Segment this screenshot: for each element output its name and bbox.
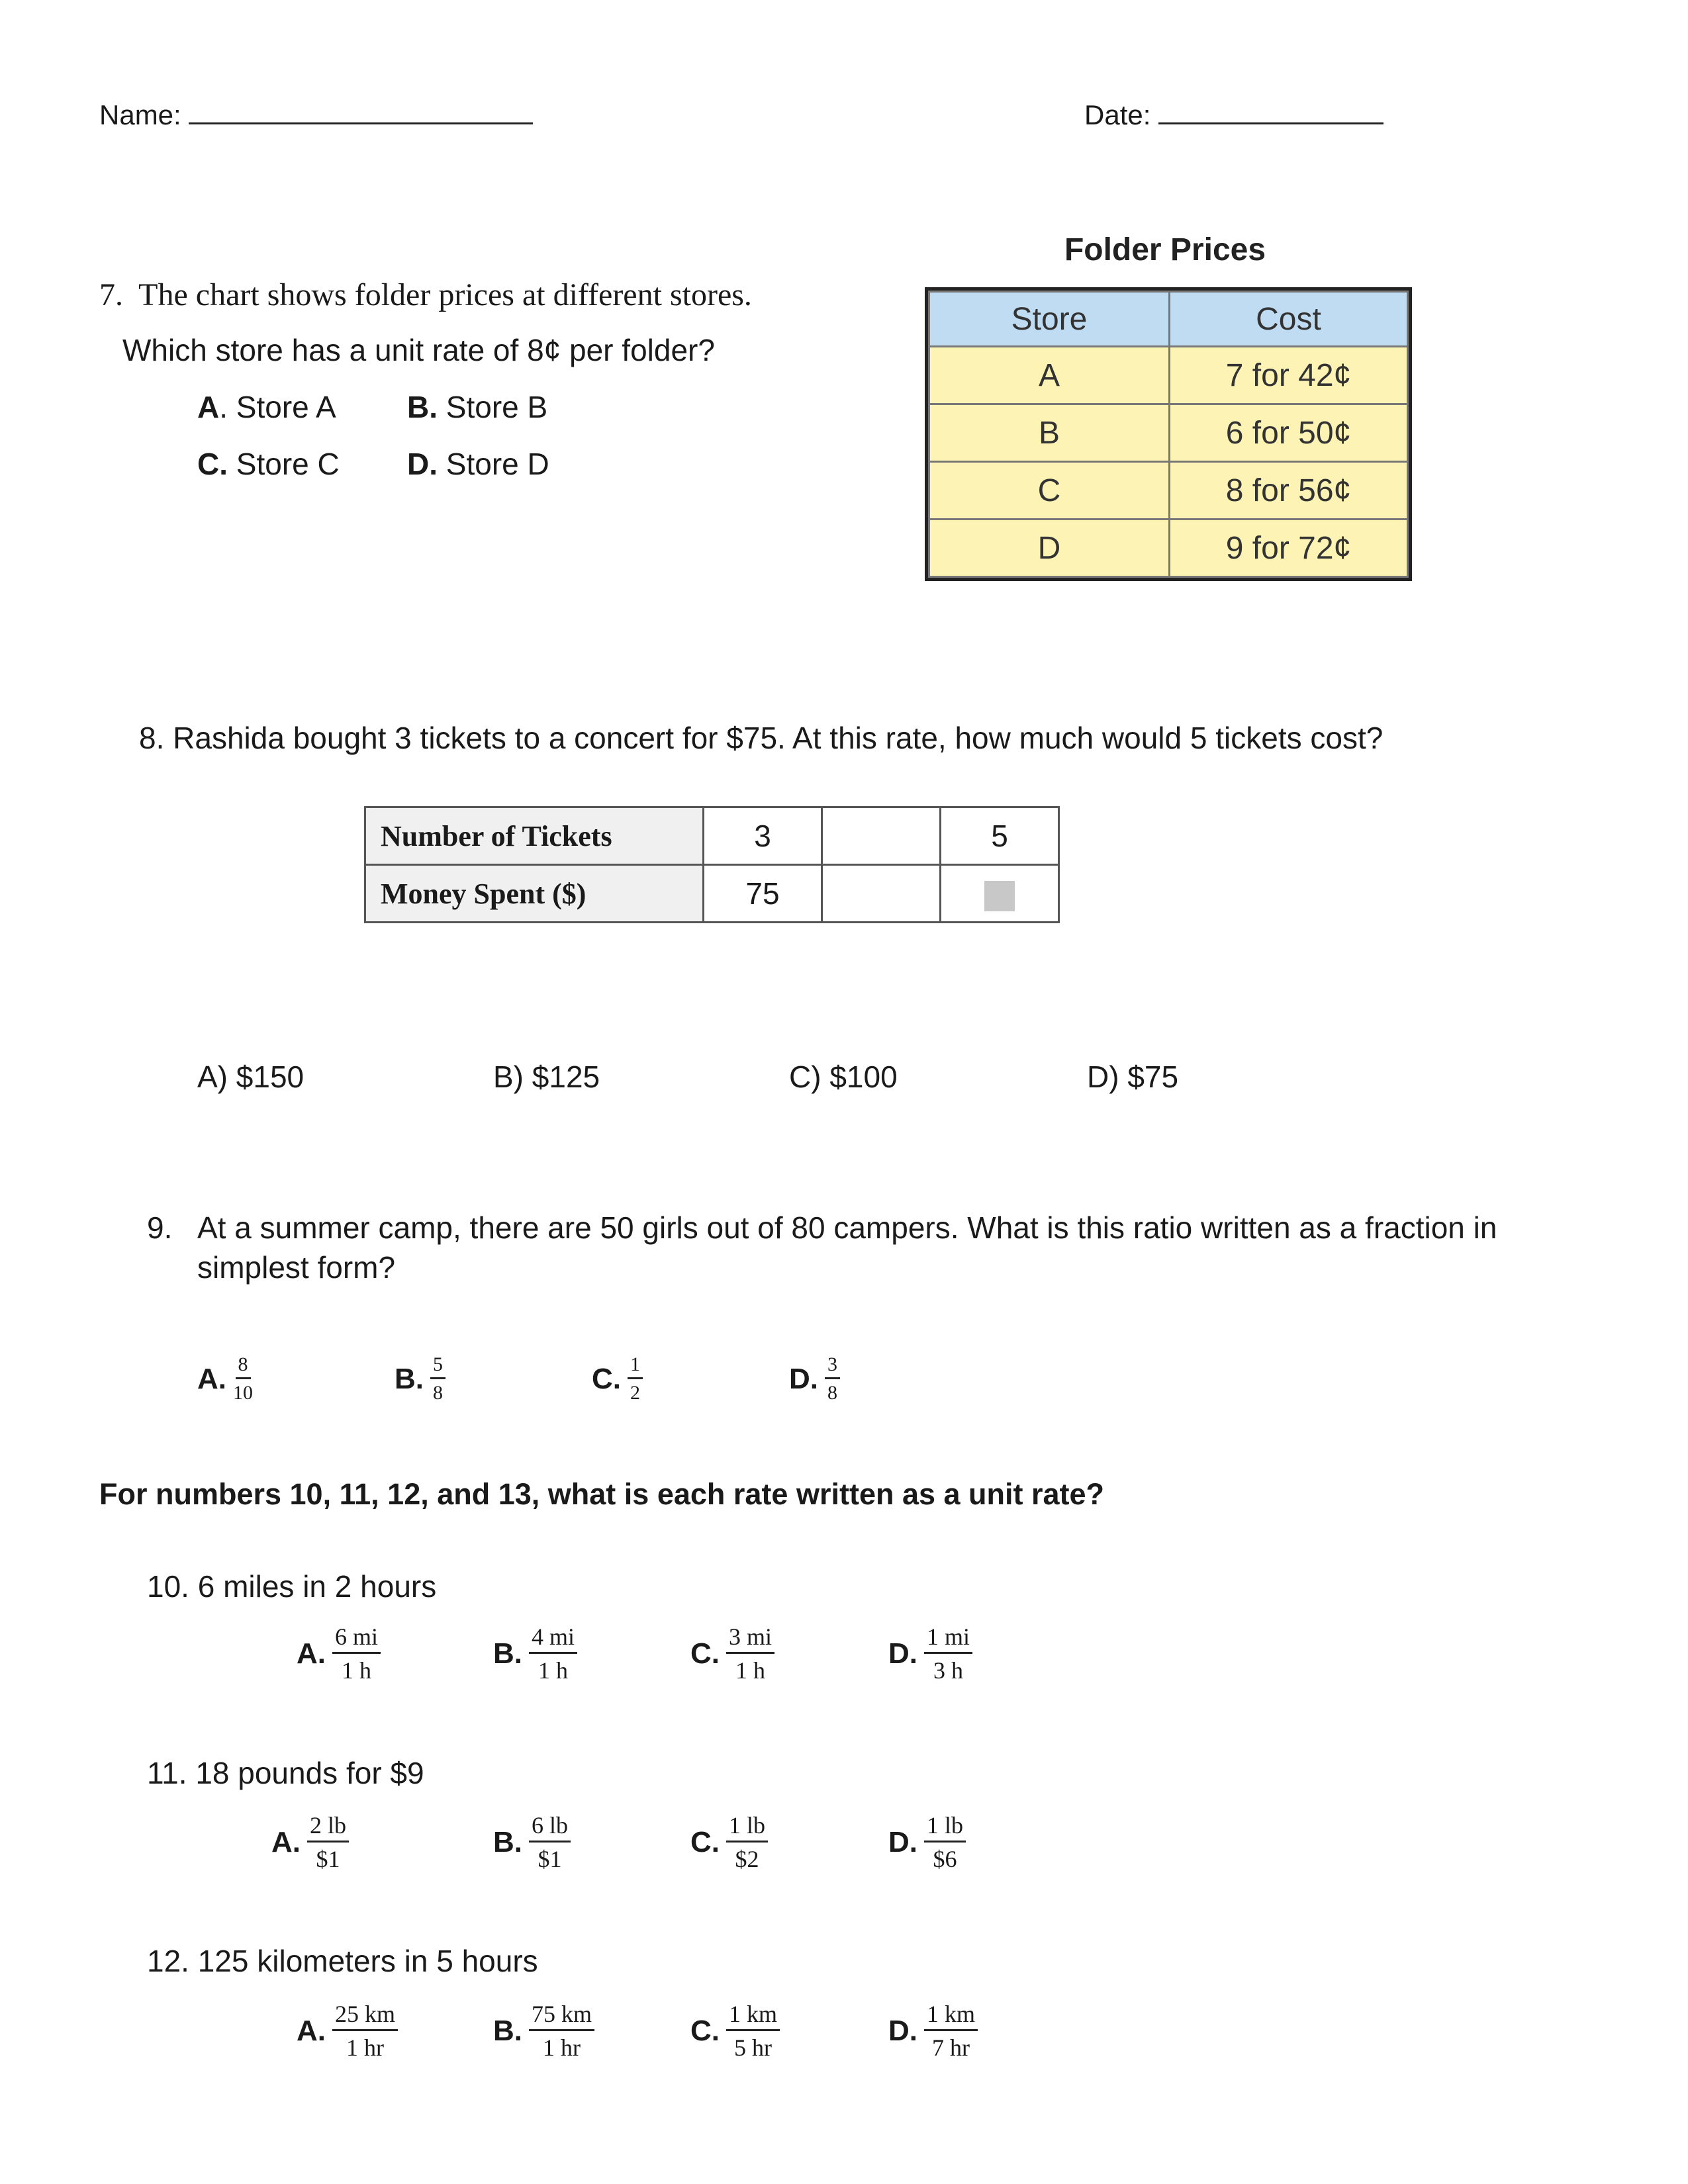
money-row-label: Money Spent ($) (365, 865, 704, 923)
q8-choice-a[interactable]: A) $150 (197, 1060, 305, 1094)
tickets-table (364, 806, 1060, 923)
numerator: 1 mi (924, 1623, 972, 1654)
q9-choice-b[interactable] (395, 1353, 445, 1404)
folder-prices-table (928, 291, 1409, 578)
numerator: 6 mi (332, 1623, 381, 1654)
fraction (628, 1353, 643, 1404)
numerator: 1 km (924, 2000, 978, 2031)
q7-choice-c[interactable] (197, 446, 340, 482)
q12-question: 12. 125 kilometers in 5 hours (147, 1944, 538, 1978)
fraction (924, 1811, 966, 1873)
q11-choice-d-letter: D. (888, 1825, 917, 1858)
q7-choice-b[interactable] (407, 389, 547, 425)
q8-choice-c[interactable]: C) $100 (789, 1060, 898, 1094)
q10-choice-a-letter: A. (297, 1637, 326, 1670)
money-row (365, 865, 1059, 923)
tickets-cell-blank[interactable] (822, 807, 941, 865)
q10-choice-b[interactable] (493, 1623, 577, 1684)
q9-choice-a-letter: A. (197, 1362, 226, 1395)
denominator: 1 hr (543, 2034, 581, 2061)
denominator: 8 (827, 1382, 837, 1404)
fraction (529, 1623, 577, 1684)
name-blank[interactable] (189, 100, 533, 124)
cost-cell: 6 for 50¢ (1170, 404, 1408, 462)
q12-choice-d-letter: D. (888, 2014, 917, 2047)
q11-choice-c-letter: C. (690, 1825, 720, 1858)
folder-prices-title: Folder Prices (1064, 232, 1266, 267)
q7-choice-c-text: Store C (228, 447, 340, 481)
q9-choice-c[interactable] (592, 1353, 643, 1404)
q11-choice-b-letter: B. (493, 1825, 522, 1858)
fraction (529, 2000, 594, 2062)
numerator: 1 km (726, 2000, 780, 2031)
table-row (929, 347, 1408, 404)
q7-choice-c-letter: C. (197, 447, 228, 481)
table-row (929, 520, 1408, 577)
fraction (332, 2000, 398, 2062)
unknown-value-box (984, 881, 1015, 911)
denominator: 1 h (735, 1657, 765, 1684)
numerator: 1 lb (726, 1811, 768, 1843)
tickets-cell: 3 (704, 807, 822, 865)
q7-choice-d-letter: D. (407, 447, 438, 481)
q7-text: The chart shows folder prices at different stores. (138, 277, 752, 312)
denominator: 5 hr (734, 2034, 772, 2061)
money-cell-unknown[interactable] (941, 865, 1059, 923)
q10-choice-d-letter: D. (888, 1637, 917, 1670)
q10-choice-c[interactable] (690, 1623, 774, 1684)
cost-cell: 8 for 56¢ (1170, 462, 1408, 520)
tickets-row-label: Number of Tickets (365, 807, 704, 865)
q10-question: 10. 6 miles in 2 hours (147, 1569, 437, 1604)
q7-question (99, 277, 752, 313)
numerator: 1 lb (924, 1811, 966, 1843)
q12-choice-a-letter: A. (297, 2014, 326, 2047)
q11-choice-a[interactable] (271, 1811, 349, 1873)
date-blank[interactable] (1158, 100, 1383, 124)
q7-subtext: Which store has a unit rate of 8¢ per folder? (122, 333, 715, 367)
fraction (825, 1353, 840, 1404)
name-label: Name: (99, 99, 181, 130)
numerator: 1 (628, 1353, 643, 1379)
q7-choice-d[interactable] (407, 446, 549, 482)
q8-choice-b[interactable]: B) $125 (493, 1060, 600, 1094)
fraction (529, 1811, 571, 1873)
fraction (726, 1623, 774, 1684)
q7-choice-a-text: . Store A (219, 390, 336, 424)
q9-line2: simplest form? (197, 1250, 396, 1285)
table-row (929, 462, 1408, 520)
q11-choice-a-letter: A. (271, 1825, 301, 1858)
fraction (726, 2000, 780, 2062)
fraction (332, 1623, 381, 1684)
q9-choice-a[interactable] (197, 1353, 253, 1404)
q12-choice-c[interactable] (690, 2000, 780, 2062)
q11-choice-d[interactable] (888, 1811, 966, 1873)
q11-choice-c[interactable] (690, 1811, 768, 1873)
fraction (924, 1623, 972, 1684)
money-cell: 75 (704, 865, 822, 923)
denominator: 1 h (538, 1657, 568, 1684)
q12-choice-b-letter: B. (493, 2014, 522, 2047)
q8-question: 8. Rashida bought 3 tickets to a concert for $75. At this rate, how much would 5 tickets cost? (139, 721, 1383, 755)
numerator: 6 lb (529, 1811, 571, 1843)
denominator: 7 hr (932, 2034, 970, 2061)
denominator: 10 (233, 1382, 253, 1404)
q7-choice-b-letter: B. (407, 390, 438, 424)
denominator: $1 (538, 1846, 562, 1872)
q7-choice-a-letter: A (197, 390, 220, 424)
tickets-cell: 5 (941, 807, 1059, 865)
fraction (726, 1811, 768, 1873)
numerator: 25 km (332, 2000, 398, 2031)
fraction (307, 1811, 349, 1873)
q12-choice-a[interactable] (297, 2000, 398, 2062)
q11-question: 11. 18 pounds for $9 (147, 1756, 424, 1790)
store-cell: C (929, 462, 1170, 520)
numerator: 4 mi (529, 1623, 577, 1654)
denominator: 2 (630, 1382, 640, 1404)
store-cell: B (929, 404, 1170, 462)
q11-choice-b[interactable] (493, 1811, 571, 1873)
denominator: 1 h (342, 1657, 371, 1684)
q12-choice-c-letter: C. (690, 2014, 720, 2047)
q10-choice-b-letter: B. (493, 1637, 522, 1670)
tickets-row (365, 807, 1059, 865)
q10-choice-d[interactable] (888, 1623, 972, 1684)
fraction (430, 1353, 445, 1404)
fraction (924, 2000, 978, 2062)
folder-table-header-row (929, 292, 1408, 347)
cost-cell: 9 for 72¢ (1170, 520, 1408, 577)
cost-cell: 7 for 42¢ (1170, 347, 1408, 404)
q9-choice-b-letter: B. (395, 1362, 424, 1395)
q9-choice-c-letter: C. (592, 1362, 621, 1395)
numerator: 8 (236, 1353, 251, 1379)
name-field[interactable] (99, 99, 533, 131)
money-cell-blank[interactable] (822, 865, 941, 923)
denominator: $6 (933, 1846, 957, 1872)
q9-number: 9. (147, 1210, 173, 1245)
store-cell: A (929, 347, 1170, 404)
folder-table-header-cost: Cost (1170, 292, 1408, 347)
q8-choice-d[interactable]: D) $75 (1087, 1060, 1179, 1094)
q7-choice-d-text: Store D (438, 447, 549, 481)
q9-choice-d[interactable] (789, 1353, 840, 1404)
denominator: 1 hr (346, 2034, 384, 2061)
store-cell: D (929, 520, 1170, 577)
q9-line1: At a summer camp, there are 50 girls out of 80 campers. What is this ratio written as a fraction in (197, 1210, 1497, 1245)
folder-table-header-store: Store (929, 292, 1170, 347)
q12-choice-d[interactable] (888, 2000, 978, 2062)
instructions-heading: For numbers 10, 11, 12, and 13, what is each rate written as a unit rate? (99, 1477, 1105, 1511)
q7-choice-a[interactable] (197, 389, 336, 425)
denominator: 3 h (933, 1657, 963, 1684)
q12-choice-b[interactable] (493, 2000, 594, 2062)
date-label: Date: (1084, 99, 1151, 130)
q10-choice-a[interactable] (297, 1623, 381, 1684)
q10-choice-c-letter: C. (690, 1637, 720, 1670)
table-row (929, 404, 1408, 462)
numerator: 75 km (529, 2000, 594, 2031)
q9-choice-d-letter: D. (789, 1362, 818, 1395)
numerator: 5 (430, 1353, 445, 1379)
numerator: 3 mi (726, 1623, 774, 1654)
q7-number: 7. (99, 277, 123, 312)
numerator: 3 (825, 1353, 840, 1379)
fraction (233, 1353, 253, 1404)
date-field[interactable] (1084, 99, 1383, 131)
denominator: 8 (433, 1382, 443, 1404)
denominator: $1 (316, 1846, 340, 1872)
denominator: $2 (735, 1846, 759, 1872)
q7-choice-b-text: Store B (438, 390, 548, 424)
numerator: 2 lb (307, 1811, 349, 1843)
